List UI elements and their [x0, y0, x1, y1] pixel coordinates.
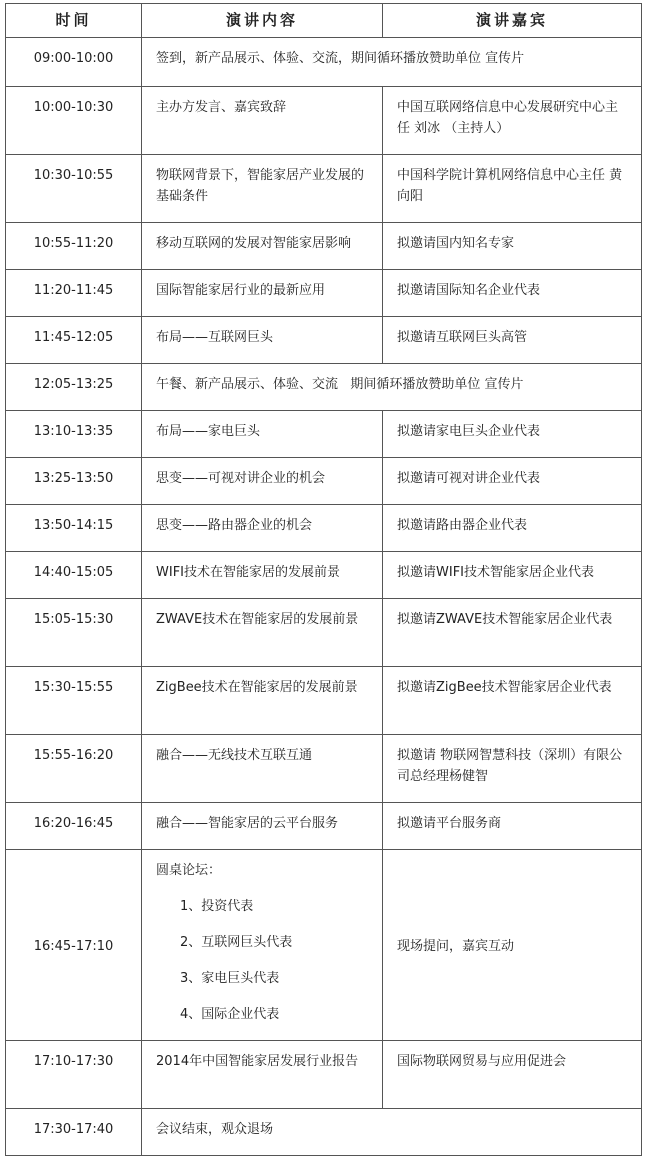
content-cell: 午餐、新产品展示、体验、交流 期间循环播放赞助单位 宣传片: [142, 364, 642, 411]
list-item: 3、家电巨头代表: [180, 971, 280, 986]
speaker-cell: 拟邀请ZWAVE技术智能家居企业代表: [383, 599, 642, 667]
table-row: [6, 599, 642, 667]
content-cell: ZWAVE技术在智能家居的发展前景: [142, 599, 383, 667]
table-row: [6, 223, 642, 270]
table-row: [6, 1041, 642, 1109]
time-cell: 09:00-10:00: [6, 38, 142, 87]
time-cell: 10:00-10:30: [6, 87, 142, 155]
roundtable-title: 圆桌论坛：: [156, 863, 222, 878]
time-cell: 17:10-17:30: [6, 1041, 142, 1109]
speaker-cell: 拟邀请WIFI技术智能家居企业代表: [383, 552, 642, 599]
agenda-table: [5, 3, 642, 1156]
time-cell: 13:50-14:15: [6, 505, 142, 552]
speaker-cell: 拟邀请路由器企业代表: [383, 505, 642, 552]
time-cell: 16:45-17:10: [6, 850, 142, 1041]
content-cell: 思变——路由器企业的机会: [142, 505, 383, 552]
table-row: [6, 317, 642, 364]
list-item: 2、互联网巨头代表: [180, 935, 293, 950]
table-row: [6, 667, 642, 735]
content-cell: 融合——智能家居的云平台服务: [142, 803, 383, 850]
speaker-cell: 国际物联网贸易与应用促进会: [383, 1041, 642, 1109]
table-row: [6, 364, 642, 411]
time-cell: 14:40-15:05: [6, 552, 142, 599]
time-cell: 13:10-13:35: [6, 411, 142, 458]
table-row: [6, 1109, 642, 1156]
content-cell: 移动互联网的发展对智能家居影响: [142, 223, 383, 270]
content-cell: 主办方发言、嘉宾致辞: [142, 87, 383, 155]
speaker-cell: 拟邀请ZigBee技术智能家居企业代表: [383, 667, 642, 735]
roundtable-row: [6, 850, 642, 1041]
list-item: 4、国际企业代表: [180, 1007, 280, 1022]
content-cell: WIFI技术在智能家居的发展前景: [142, 552, 383, 599]
header-speaker: 演讲嘉宾: [383, 4, 642, 38]
speaker-cell: 拟邀请 物联网智慧科技（深圳）有限公司总经理杨健智: [383, 735, 642, 803]
content-cell: 融合——无线技术互联互通: [142, 735, 383, 803]
speaker-cell: 拟邀请可视对讲企业代表: [383, 458, 642, 505]
time-cell: 10:30-10:55: [6, 155, 142, 223]
roundtable-cell: [142, 850, 383, 1041]
speaker-cell: 拟邀请国际知名企业代表: [383, 270, 642, 317]
content-cell: 物联网背景下，智能家居产业发展的基础条件: [142, 155, 383, 223]
header-content: 演讲内容: [142, 4, 383, 38]
list-item: 1、投资代表: [180, 899, 254, 914]
table-row: [6, 155, 642, 223]
content-cell: 布局——家电巨头: [142, 411, 383, 458]
table-row: [6, 411, 642, 458]
speaker-cell: 中国科学院计算机网络信息中心主任 黄向阳: [383, 155, 642, 223]
table-row: [6, 38, 642, 87]
content-cell: 布局——互联网巨头: [142, 317, 383, 364]
roundtable-list: [156, 896, 368, 1025]
table-row: [6, 87, 642, 155]
header-row: [6, 4, 642, 38]
time-cell: 10:55-11:20: [6, 223, 142, 270]
content-cell: 思变——可视对讲企业的机会: [142, 458, 383, 505]
content-cell: 2014年中国智能家居发展行业报告: [142, 1041, 383, 1109]
header-time: 时间: [6, 4, 142, 38]
speaker-cell: 中国互联网络信息中心发展研究中心主任 刘冰 （主持人）: [383, 87, 642, 155]
table-row: [6, 505, 642, 552]
table-row: [6, 552, 642, 599]
content-cell: ZigBee技术在智能家居的发展前景: [142, 667, 383, 735]
speaker-cell: 拟邀请平台服务商: [383, 803, 642, 850]
time-cell: 15:05-15:30: [6, 599, 142, 667]
time-cell: 17:30-17:40: [6, 1109, 142, 1156]
time-cell: 12:05-13:25: [6, 364, 142, 411]
table-row: [6, 270, 642, 317]
time-cell: 15:30-15:55: [6, 667, 142, 735]
time-cell: 11:20-11:45: [6, 270, 142, 317]
time-cell: 11:45-12:05: [6, 317, 142, 364]
table-row: [6, 458, 642, 505]
content-cell: 会议结束，观众退场: [142, 1109, 642, 1156]
speaker-cell: 拟邀请家电巨头企业代表: [383, 411, 642, 458]
time-cell: 15:55-16:20: [6, 735, 142, 803]
speaker-cell: 拟邀请互联网巨头高管: [383, 317, 642, 364]
speaker-cell: 现场提问，嘉宾互动: [383, 850, 642, 1041]
time-cell: 13:25-13:50: [6, 458, 142, 505]
table-row: [6, 735, 642, 803]
content-cell: 国际智能家居行业的最新应用: [142, 270, 383, 317]
table-row: [6, 803, 642, 850]
time-cell: 16:20-16:45: [6, 803, 142, 850]
content-cell: 签到，新产品展示、体验、交流，期间循环播放赞助单位 宣传片: [142, 38, 642, 87]
speaker-cell: 拟邀请国内知名专家: [383, 223, 642, 270]
